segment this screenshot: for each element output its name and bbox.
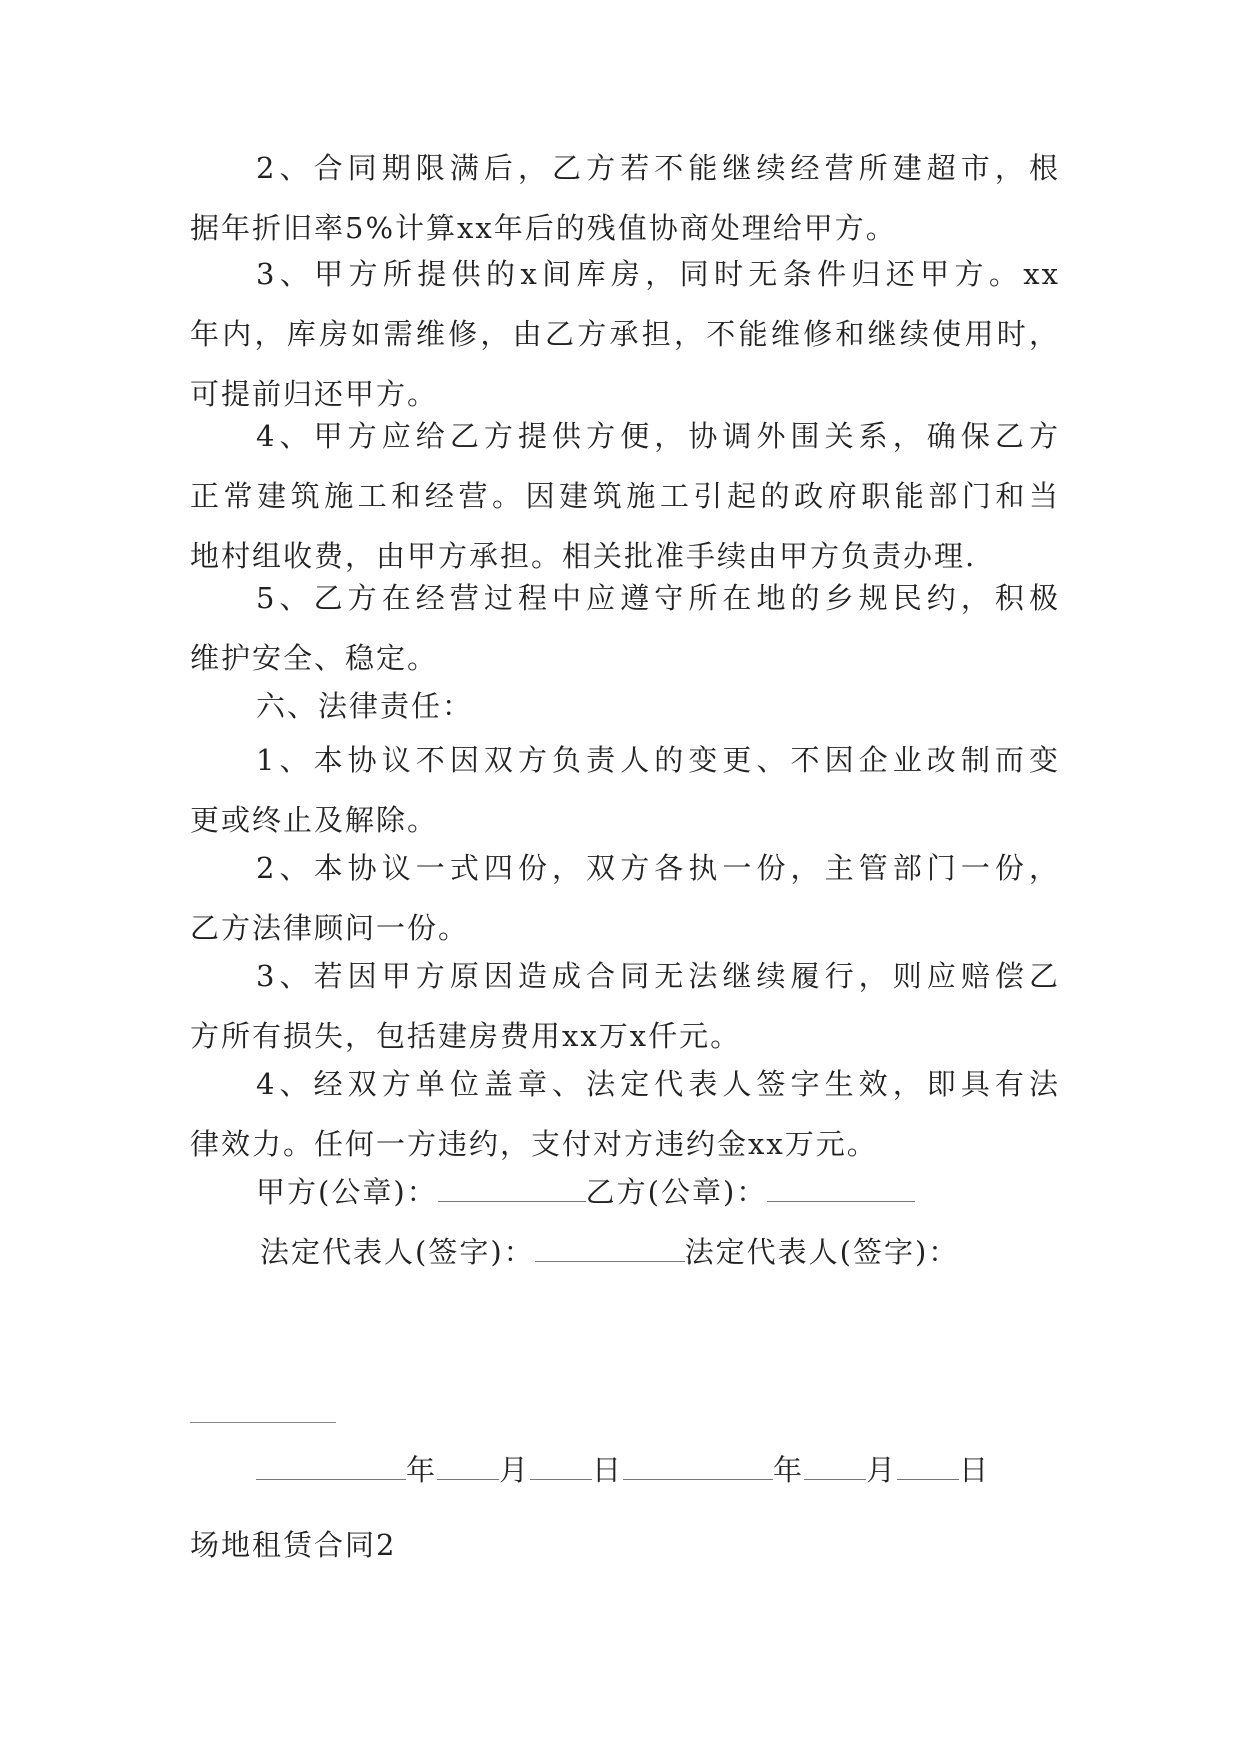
- day-b-blank[interactable]: [897, 1453, 959, 1480]
- day-label: 日: [592, 1453, 624, 1487]
- section-heading-legal-liability: [190, 676, 1060, 736]
- party-b-seal-blank[interactable]: [767, 1175, 915, 1202]
- month-label: 月: [499, 1453, 531, 1487]
- text-line: 据年折旧率5%计算xx年后的残值协商处理给甲方。: [190, 211, 897, 245]
- party-a-rep-blank[interactable]: [535, 1235, 685, 1262]
- paragraph-liability-2: [190, 838, 1060, 958]
- text-line: 可提前归还甲方。: [190, 377, 439, 411]
- month-b-blank[interactable]: [804, 1453, 866, 1480]
- text-line: 4、经双方单位盖章、法定代表人签字生效，即具有法: [256, 1067, 1060, 1101]
- text-line: 六、法律责任：: [256, 689, 474, 723]
- paragraph-term-5: [190, 568, 1060, 688]
- paragraph-liability-4: [190, 1054, 1060, 1174]
- text-line: 乙方法律顾问一份。: [190, 911, 470, 945]
- text-line: 4、甲方应给乙方提供方便，协调外围关系，确保乙方: [256, 419, 1060, 453]
- day-label: 日: [959, 1453, 991, 1487]
- paragraph-liability-3: [190, 946, 1060, 1066]
- party-a-seal-label: 甲方(公章)：: [256, 1175, 438, 1209]
- party-a-seal-blank[interactable]: [438, 1175, 586, 1202]
- day-a-blank[interactable]: [530, 1453, 592, 1480]
- paragraph-term-3: [190, 244, 1060, 424]
- next-section-title: 场地租赁合同2: [190, 1528, 397, 1562]
- text-line: 3、甲方所提供的x间库房，同时无条件归还甲方。xx: [256, 257, 1060, 291]
- text-line: 3、若因甲方原因造成合同无法继续履行，则应赔偿乙: [256, 959, 1060, 993]
- text-line: 5、乙方在经营过程中应遵守所在地的乡规民约，积极: [256, 581, 1060, 615]
- party-b-rep-blank[interactable]: [190, 1422, 336, 1423]
- party-b-seal-label: 乙方(公章)：: [585, 1175, 768, 1209]
- text-line: 地村组收费，由甲方承担。相关批准手续由甲方负责办理.: [190, 539, 977, 573]
- party-b-rep-label: 法定代表人(签字)：: [684, 1235, 960, 1269]
- text-line: 2、合同期限满后，乙方若不能继续经营所建超市，根: [256, 151, 1060, 185]
- paragraph-term-2: [190, 138, 1060, 258]
- year-a-blank[interactable]: [256, 1453, 406, 1480]
- text-line: 更或终止及解除。: [190, 803, 439, 837]
- date-line: [256, 1440, 990, 1500]
- text-line: 律效力。任何一方违约，支付对方违约金xx万元。: [190, 1127, 878, 1161]
- month-a-blank[interactable]: [437, 1453, 499, 1480]
- text-line: 维护安全、稳定。: [190, 641, 439, 675]
- year-label: 年: [406, 1453, 438, 1487]
- text-line: 1、本协议不因双方负责人的变更、不因企业改制而变: [256, 743, 1060, 777]
- text-line: 年内，库房如需维修，由乙方承担，不能维修和继续使用时，: [190, 317, 1060, 351]
- representative-line: [260, 1222, 959, 1282]
- seal-line: [256, 1162, 915, 1222]
- year-label: 年: [773, 1453, 805, 1487]
- paragraph-liability-1: [190, 730, 1060, 850]
- month-label: 月: [866, 1453, 898, 1487]
- text-line: 2、本协议一式四份，双方各执一份，主管部门一份，: [256, 851, 1060, 885]
- paragraph-term-4: [190, 406, 1060, 586]
- text-line: 方所有损失，包括建房费用xx万x仟元。: [190, 1019, 742, 1053]
- text-line: 正常建筑施工和经营。因建筑施工引起的政府职能部门和当: [190, 479, 1060, 513]
- year-b-blank[interactable]: [623, 1453, 773, 1480]
- party-a-rep-label: 法定代表人(签字)：: [260, 1235, 535, 1269]
